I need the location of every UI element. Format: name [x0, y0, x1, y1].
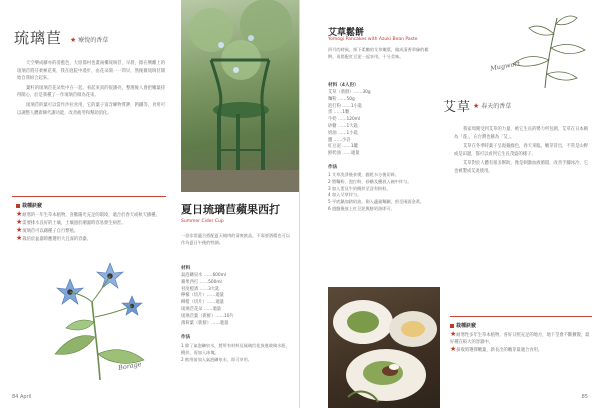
illustration-signature: Mugwort — [489, 59, 521, 73]
left-grow-header — [16, 202, 42, 209]
ingredient: 奶油 ……1小匙 — [328, 130, 358, 136]
right-grow-tips — [450, 331, 590, 354]
left-page-subtitle: 療悅的香草 — [78, 37, 109, 44]
right-ingredients-list — [328, 90, 371, 158]
left-page-subtitle-row — [70, 35, 108, 44]
ingredient: 氣泡礦泉水 ……600ml — [181, 273, 227, 278]
ingredient: 紅豆泥 ……1罐 — [328, 144, 358, 150]
body-paragraph: 天空樂成藤亦的清藍色，大原都村也畫兩樓琉璃苣，早晨，擦在侧離上的琉璃苣將芬柔極花萊，我在庭院中漫步，由花朵開一一問早，然後微琉璃苣開始自我組合起來。 — [17, 61, 165, 82]
body-paragraph: 艾草在冬季時葉子呈現銀綠色，春天來臨，嫩芽冒出，不管是山野或是田邊，都可以看到它生長茂盛的樣子。 — [454, 144, 588, 157]
borage-flower — [97, 263, 123, 288]
divider — [12, 196, 166, 197]
right-page — [300, 0, 600, 408]
grow-tip: ★採收時選擇嫩葉，新長出的嫩芽最適合食用。 — [450, 345, 543, 353]
ingredient: 君度橙酒 ……3大匙 — [181, 286, 220, 292]
grow-title: 栽種訣竅 — [456, 323, 477, 329]
left-grow-tips — [16, 211, 166, 243]
method-step: 1 艾草洗淨後汆燙，瀝乾水分後切碎。 — [328, 172, 399, 177]
right-grow-header — [450, 322, 476, 329]
grow-title: 栽種訣竅 — [22, 203, 43, 209]
left-page-title: 琉璃苣 — [14, 29, 63, 47]
borage-illustration — [40, 262, 160, 380]
right-folio: 85 — [581, 394, 588, 400]
ingredient: 薄荷葉（新鮮）……適量 — [181, 320, 229, 326]
illustration-signature: Borage — [117, 360, 143, 372]
method-step: 2 飲用前加入氣泡礦泉水，即可享用。 — [181, 356, 252, 362]
right-recipe-intro: 四月的時候，採下柔嫩的艾草嫩葉，做成清香翠綠的鬆餅，再搭配紅豆泥一起享用，十分美味。 — [328, 47, 429, 59]
right-ingredients-label: 材料（4人份） — [328, 83, 359, 88]
left-method-label: 作法 — [181, 335, 191, 340]
right-page-subtitle-row — [473, 101, 511, 110]
ingredient: 牛奶 ……120ml — [328, 117, 361, 123]
left-method-list — [181, 343, 293, 363]
ingredient: 艾草（新鮮）……30g — [328, 90, 371, 95]
left-recipe-title: 夏日琉璃苣蘋果西打 — [181, 203, 280, 216]
left-folio: 84 April — [12, 394, 32, 400]
ingredient: 泡打粉 ……1小匙 — [328, 103, 363, 109]
star-icon: ★ — [473, 101, 480, 110]
ingredient: 柳橙（切片）……適量 — [181, 300, 224, 306]
left-body-text — [17, 60, 165, 119]
right-method-list — [328, 172, 438, 213]
grow-tip: ★耐寒的一年生草本植物，喜歡陽光充足的環境，適合於春天或秋天播種。 — [16, 210, 160, 218]
right-page-title: 艾草 — [443, 100, 472, 115]
method-step: 3 加入蛋及牛奶攪拌至沒有粉粒。 — [328, 185, 391, 191]
grow-tip: ★栽培於盆器時應選用大且深的容器。 — [16, 234, 92, 242]
mugwort-illustration — [505, 10, 590, 90]
left-ingredients-list — [181, 273, 234, 327]
borage-flower — [57, 279, 83, 304]
divider — [450, 316, 592, 317]
bullet-square-icon — [16, 204, 20, 208]
bullet-square-icon — [450, 324, 454, 328]
ingredient: 蛋 ……1顆 — [328, 110, 350, 116]
right-body-text — [454, 126, 588, 178]
grow-tip: ★耐寒性多年生草本植物，喜好日照充足的地方，地下莖會不斷擴散，最好種在較大的容器中。 — [450, 330, 590, 345]
left-recipe-intro: 一款非常適合搭配夏天燒肉的清爽飲品，不需要酒精也可以作為夏日午後的特調。 — [181, 233, 290, 245]
ingredient: 砂糖 ……1大匙 — [328, 123, 358, 129]
left-ingredients-label: 材料 — [181, 266, 191, 271]
ingredient: 麵粉 ……50g — [328, 96, 355, 102]
right-method-label: 作法 — [328, 165, 338, 170]
method-step: 4 加入艾草拌勻。 — [328, 192, 362, 198]
pancake-photo — [328, 287, 440, 408]
grow-tip: ★琉璃苣可以藉種子自行繁殖。 — [16, 226, 79, 234]
borage-flower — [122, 296, 142, 315]
right-recipe-title: 艾草鬆餅 — [328, 28, 365, 38]
star-icon: ★ — [70, 35, 77, 44]
body-paragraph: 我家周圍受到艾草的力量，被它生長的勢力所包圍，艾草在日本稱為「蓬」，在台灣也稱為「艾」。 — [454, 127, 588, 140]
method-step: 5 平底鍋加熱奶油，倒入適量麵糊，煎至兩面金黃。 — [328, 199, 425, 205]
ingredient: 鹽 ……少許 — [328, 137, 351, 143]
method-step: 2 將麵粉、泡打粉、砂糖及鹽放入碗中拌勻。 — [328, 178, 412, 184]
ingredient: 琉璃苣花朵 ……適量 — [181, 306, 222, 312]
method-step: 6 盛盤後放上紅豆泥與鮮奶油即可。 — [328, 205, 395, 211]
right-page-subtitle: 春天的香草 — [481, 103, 512, 110]
left-recipe-english: Summer Cider Cup — [181, 219, 224, 224]
ingredient: 琉璃苣葉（新鮮）……10片 — [181, 313, 234, 319]
method-step: 1 除了氣泡礦泉水，將所有材料及琉璃苣花放進玻璃水瓶，攪拌，再加入冰塊。 — [181, 343, 290, 355]
body-paragraph: 琉璃苣的葉可以當作沙拉食用，它的葉子富含礦物質鉀，鈣鐵等，食用可以調整人體新陳代謝功能，改善疲勞和幫助消化。 — [17, 102, 165, 116]
ingredient: 檸檬（切片）……適量 — [181, 293, 224, 299]
garden-chair-photo — [181, 0, 300, 192]
body-paragraph: 艾草對於人體有很多幫助，像是刺激血液循環，改善手腳冰冷，它也被製成艾灸使用。 — [454, 161, 588, 174]
ingredient: 蘋果西打 ……500ml — [181, 279, 222, 285]
body-paragraph: 葉籽的琉璃苣花朵集中在一起，看起來真的很潘亮，整理後人會把嫩葉搓得開心，於是我種了一作琉璃苣做為花束。 — [17, 85, 165, 99]
ingredient: 鮮奶油 ……適量 — [328, 151, 360, 157]
right-recipe-english: Yomogi Pancakes with Azuki Bean Paste — [328, 37, 418, 42]
grow-tip: ★需要排水良好的土壤，土壤過於潮濕時容易發生病害。 — [16, 218, 126, 226]
